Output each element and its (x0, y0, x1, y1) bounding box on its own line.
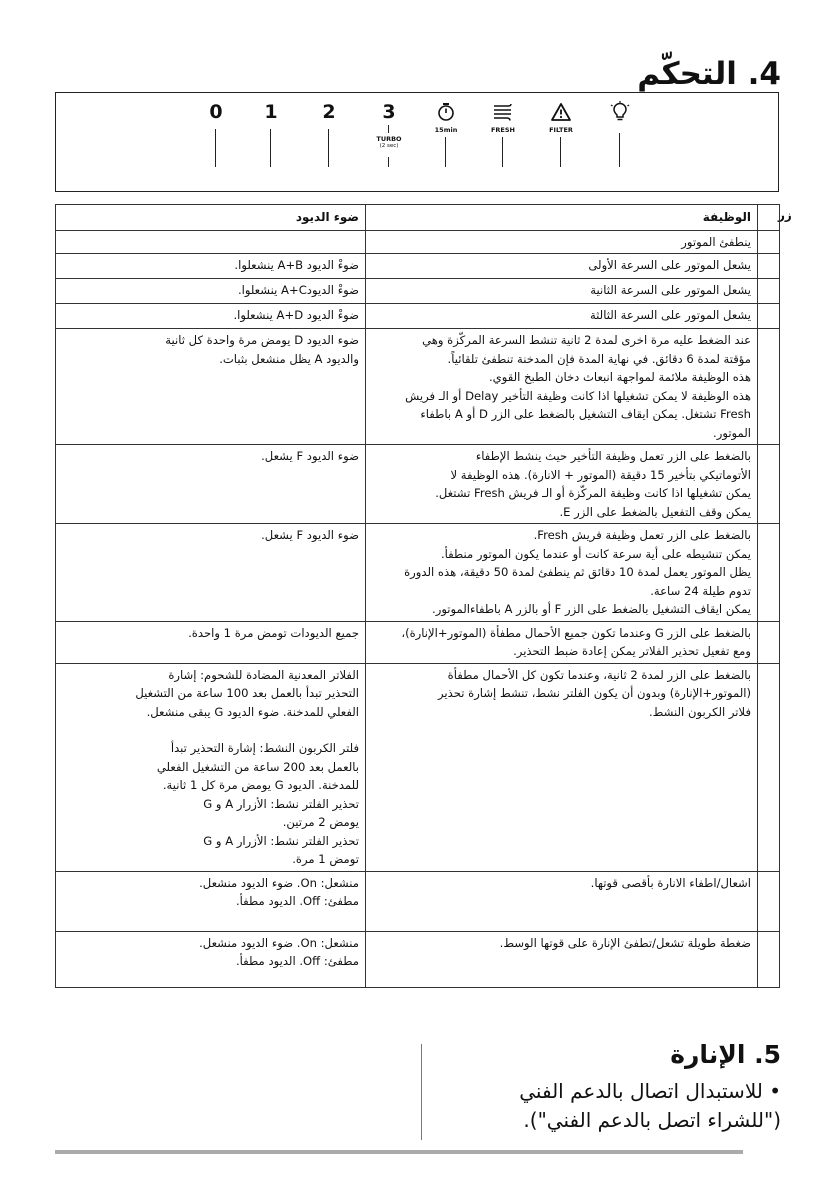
led-line: تومض 1 مرة. (292, 852, 359, 866)
row-button-cell (758, 871, 780, 931)
function-line: الأتوماتيكي بتأخير 15 دقيقة (الموتور + الانارة). هذه الوظيفة لا (450, 467, 751, 482)
row-led-cell (56, 230, 366, 254)
led-line (62, 721, 359, 739)
function-line: عند الضغط عليه مرة اخرى لمدة 2 ثانية تنشط السرعة المركّزة وهي (422, 333, 751, 347)
button-1-label: 1 (264, 101, 278, 123)
row-button-cell (758, 230, 780, 254)
function-line: (الموتور+الإنارة) وبدون أن يكون الفلتر نشط، تنشط إشارة تحذير (438, 686, 751, 700)
led-line: الفلاتر المعدنية المضادة للشحوم: إشارة (168, 667, 359, 682)
function-line: يظل الموتور يعمل لمدة 10 دقائق ثم ينطفئ لمدة 50 دقيقة، هذه الدورة (404, 565, 751, 579)
function-line: يمكن تنشيطه على أية سرعة كانت أو عندما يكون الموتور منطفأ. (440, 546, 751, 561)
led-line: مطفئ: Off. الديود مطفأ. (235, 894, 359, 908)
table-row (56, 254, 780, 279)
function-line: هذه الوظيفة لا يمكن تشغيلها اذا كانت وظيفة التأخير Delay أو الـ فريش (405, 388, 751, 403)
section-5-title: 5. الإنارة (670, 1040, 781, 1069)
footer-rule (55, 1150, 743, 1154)
table-row (56, 931, 780, 987)
table-row (56, 329, 780, 445)
table-row (56, 871, 780, 931)
row-button-cell (758, 663, 780, 871)
lighting-note (421, 1077, 781, 1135)
button-2-label: 2 (322, 101, 336, 123)
row-function-cell (366, 621, 758, 663)
row-led-cell (56, 663, 366, 871)
row-button-cell (758, 304, 780, 329)
row-led-cell (56, 304, 366, 329)
button-1-line (270, 129, 271, 167)
led-line: تحذير الفلتر نشط: الأزرار A و G (203, 833, 359, 848)
row-led-cell (56, 524, 366, 622)
table-row (56, 304, 780, 329)
row-led-cell (56, 621, 366, 663)
row-led-cell (56, 329, 366, 445)
function-line: ضغطة طويلة تشعل/تطفئ الإنارة على قوتها الوسط. (499, 935, 751, 950)
table-row (56, 279, 780, 304)
button-0-label: 0 (209, 101, 223, 123)
function-line: بالضغط على الزر تعمل وظيفة التأخير حيث ينشط الإطفاء (475, 449, 751, 463)
led-line: مطفئ: Off. الديود مطفأ. (235, 954, 359, 968)
led-line: ضوءْ الديود A+D ينشعلوا. (233, 308, 359, 322)
button-0-line (215, 129, 216, 167)
function-line: يشعل الموتور على السرعة الثالثة (589, 308, 751, 322)
table-header-row (56, 205, 780, 231)
function-line: يمكن وقف التفعيل بالضغط على الزر E. (559, 504, 751, 519)
row-button-cell (758, 279, 780, 304)
row-button-cell (758, 524, 780, 622)
row-function-cell (366, 663, 758, 871)
button-2-line (328, 129, 329, 167)
led-line: جميع الديودات تومض مرة 1 واحدة. (188, 625, 359, 640)
table-row (56, 663, 780, 871)
fresh-line (502, 137, 503, 167)
function-line: فلاتر الكربون النشط. (648, 704, 751, 719)
led-line: ضوءْ الديود A+B ينشعلوا. (234, 258, 359, 272)
row-button-cell (758, 931, 780, 987)
table-body (56, 230, 780, 987)
function-line: يشعل الموتور على السرعة الأولى (588, 258, 751, 272)
led-line: التحذير تبدأ بالعمل بعد 100 ساعة من التشغيل (135, 686, 359, 700)
section-4-title: 4. التحكّم (637, 56, 781, 92)
timer-line (445, 137, 446, 167)
row-function-cell (366, 524, 758, 622)
timer-label: 15min (434, 126, 458, 134)
function-line: مؤقتة لمدة 6 دقائق. في نهاية المدة فإن المدخنة تنطفئ تلقائياً. (447, 351, 751, 366)
row-function-cell (366, 230, 758, 254)
led-line: الفعلي للمدخنة. ضوء الديود G يبقى منشعل. (146, 704, 359, 719)
button-3-line (388, 157, 389, 167)
row-button-cell (758, 445, 780, 524)
led-line: منشعل: On. ضوء الديود منشعل. (199, 875, 359, 890)
function-line: اشعال/اطفاء الانارة بأقصى قوتها. (590, 875, 751, 890)
button-3-tick (388, 125, 389, 133)
function-line: يمكن تشغيلها اذا كانت وظيفة المركّزة أو الـ فريش Fresh تشتغل. (435, 486, 751, 500)
header-led: ضوء الديود (56, 205, 366, 231)
row-function-cell (366, 871, 758, 931)
row-led-cell (56, 931, 366, 987)
row-button-cell (758, 329, 780, 445)
led-line: ضوء الديود D يومض مرة واحدة كل ثانية (165, 333, 359, 347)
led-line: للمدخنة. الديود G يومض مرة كل 1 ثانية. (162, 778, 359, 792)
row-button-cell (758, 621, 780, 663)
row-function-cell (366, 254, 758, 279)
button-3-label: 3 (382, 101, 396, 123)
led-line: فلتر الكربون النشط: إشارة التحذير تبدأ (170, 741, 359, 755)
row-led-cell (56, 871, 366, 931)
row-function-cell (366, 329, 758, 445)
row-function-cell (366, 931, 758, 987)
led-line: يومض 2 مرتين. (282, 815, 359, 829)
turbo-label: TURBO (376, 135, 402, 143)
function-line: يشعل الموتور على السرعة الثانية (590, 283, 751, 297)
lighting-note-line-2: ("للشراء اتصل بالدعم الفني"). (523, 1108, 781, 1132)
function-line: ينطفئ الموتور (681, 234, 751, 249)
function-line: ومع تفعيل تحذير الفلاتر يمكن إعادة ضبط التحذير. (513, 644, 751, 658)
table-row (56, 230, 780, 254)
function-line: تدوم طيلة 24 ساعة. (650, 583, 751, 598)
row-function-cell (366, 304, 758, 329)
led-line: والديود A يظل منشعل بثبات. (219, 351, 359, 366)
row-led-cell (56, 445, 366, 524)
function-line: بالضغط على الزر تعمل وظيفة فريش Fresh. (533, 528, 751, 542)
filter-line (560, 137, 561, 167)
row-led-cell (56, 279, 366, 304)
filter-label: FILTER (549, 126, 573, 134)
light-line (619, 133, 620, 167)
button-light[interactable] (585, 93, 655, 125)
turbo-duration: (2 sec) (379, 143, 399, 149)
function-line: بالضغط على الزر لمدة 2 ثانية، وعندما تكون كل الأحمال مطفأة (447, 667, 751, 682)
fresh-label: FRESH (490, 126, 515, 134)
row-led-cell (56, 254, 366, 279)
function-line: الموتور. (713, 425, 751, 440)
led-line: ضوء الديود F يشعل. (261, 449, 359, 463)
table-row (56, 621, 780, 663)
controls-table (55, 204, 780, 988)
row-function-cell (366, 279, 758, 304)
control-panel (55, 92, 779, 192)
lighting-note-line-1: • للاستبدال اتصال بالدعم الفني (519, 1079, 781, 1103)
row-button-cell (758, 254, 780, 279)
led-line: ضوءْ الديودA+C ينشعلوا. (237, 283, 359, 297)
header-function: الوظيفة (366, 205, 758, 231)
led-line: تحذير الفلتر نشط: الأزرار A و G (203, 796, 359, 811)
table-header-button: زر (778, 208, 792, 222)
led-line: منشعل: On. ضوء الديود منشعل. (199, 935, 359, 950)
function-line: Fresh تشتغل. يمكن ايقاف التشغيل بالضغط على الزر D أو A باطفاء (420, 407, 751, 421)
function-line: هذه الوظيفة ملائمة لمواجهة انبعاث دخان الطبخ القوي. (488, 370, 751, 384)
table-row (56, 445, 780, 524)
function-line: بالضغط على الزر G وعندما تكون جميع الأحمال مطفأة (الموتور+الإنارة)، (401, 625, 751, 640)
led-line: ضوء الديود F يشعل. (261, 528, 359, 542)
light-bulb-icon (585, 99, 655, 125)
header-button-cell (758, 205, 780, 231)
led-line: بالعمل بعد 200 ساعة من التشغيل الفعلي (156, 759, 359, 774)
table-row (56, 524, 780, 622)
function-line: يمكن ايقاف التشغيل بالضغط على الزر F أو بالزر A باطفاءالموتور. (432, 602, 751, 616)
row-function-cell (366, 445, 758, 524)
